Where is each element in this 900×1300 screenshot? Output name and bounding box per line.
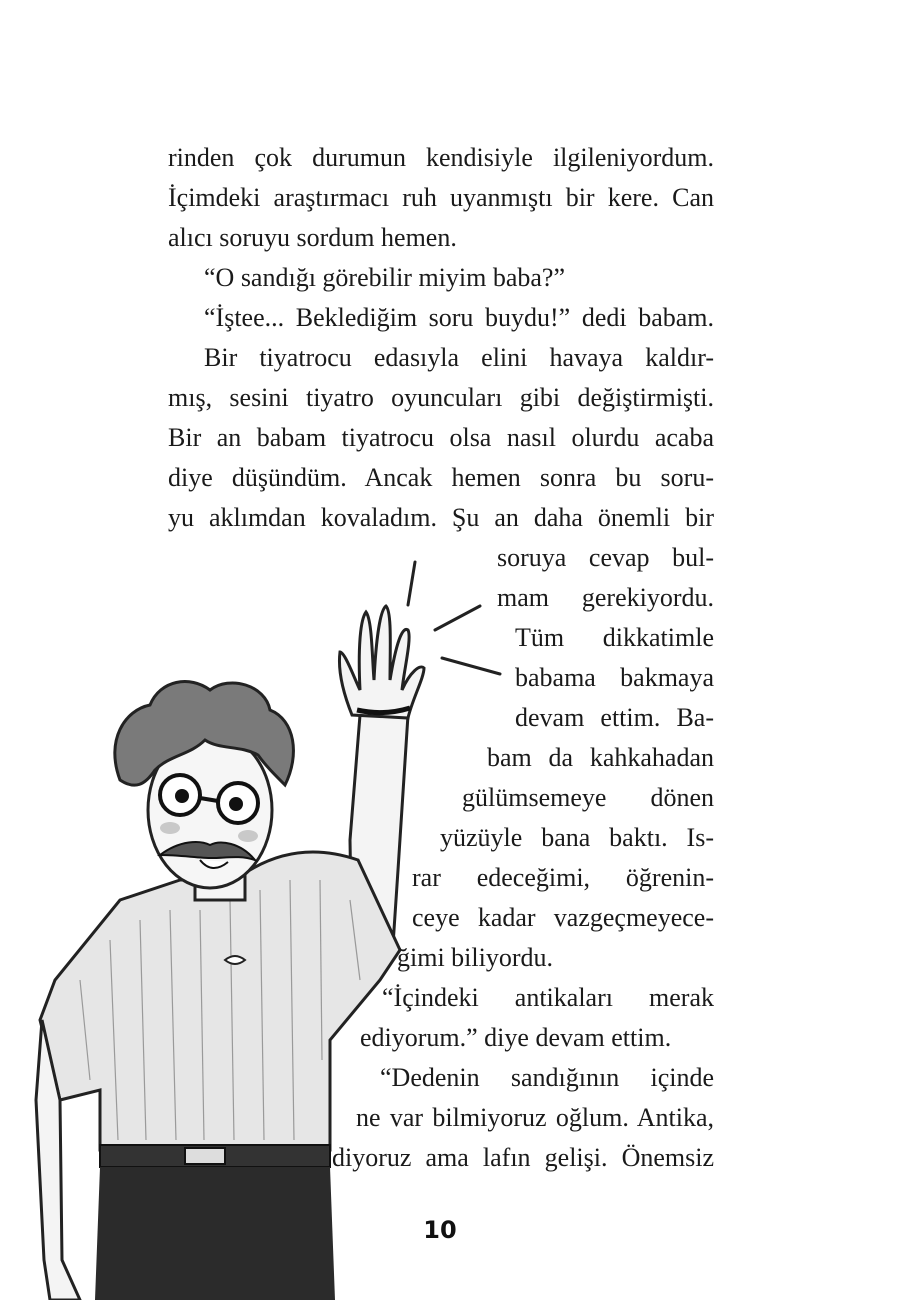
text-line: “İçindeki antikaları merak [382, 983, 714, 1012]
text-line: ğimi biliyordu. [397, 943, 553, 972]
text-line: mam gerekiyordu. [497, 583, 714, 612]
text-line: İçimdeki araştırmacı ruh uyanmıştı bir kere. Can [168, 183, 714, 212]
text-line: soruya cevap bul- [497, 543, 714, 572]
text-line: ediyorum.” diye devam ettim. [360, 1023, 672, 1052]
waving-hand [340, 606, 425, 718]
motion-lines [408, 562, 500, 674]
text-line: Bir an babam tiyatrocu olsa nasıl olurdu acaba [168, 423, 714, 452]
text-line: gülümsemeye dönen [462, 783, 714, 812]
text-line: rinden çok durumun kendisiyle ilgileniyordum. [168, 143, 714, 172]
text-line: “O sandığı görebilir miyim baba?” [204, 263, 566, 292]
text-line: Tüm dikkatimle [515, 623, 714, 652]
text-line: alıcı soruyu sordum hemen. [168, 223, 457, 252]
text-line: yu aklımdan kovaladım. Şu an daha önemli bir [168, 503, 714, 532]
page-number: 10 [423, 1216, 457, 1244]
text-line: mış, sesini tiyatro oyuncuları gibi değiştirmişti. [168, 383, 714, 412]
text-line: ne var bilmiyoruz oğlum. Antika, [356, 1103, 714, 1132]
text-line: yüzüyle bana baktı. Is- [440, 823, 714, 852]
text-line: “İştee... Beklediğim soru buydu!” dedi babam. [204, 303, 714, 332]
text-line: “Dedenin sandığının içinde [380, 1063, 714, 1092]
text-line: bam da kahkahadan [487, 743, 714, 772]
pants [95, 1167, 335, 1300]
text-line: diye düşündüm. Ancak hemen sonra bu soru- [168, 463, 714, 492]
text-line: rar edeceğimi, öğrenin- [412, 863, 714, 892]
text-line: diyoruz ama lafın gelişi. Önemsiz [332, 1143, 714, 1172]
text-line: ceye kadar vazgeçmeyece- [412, 903, 714, 932]
text-line: devam ettim. Ba- [515, 703, 714, 732]
text-line: Bir tiyatrocu edasıyla elini havaya kaldır- [204, 343, 714, 372]
text-line: babama bakmaya [515, 663, 714, 692]
